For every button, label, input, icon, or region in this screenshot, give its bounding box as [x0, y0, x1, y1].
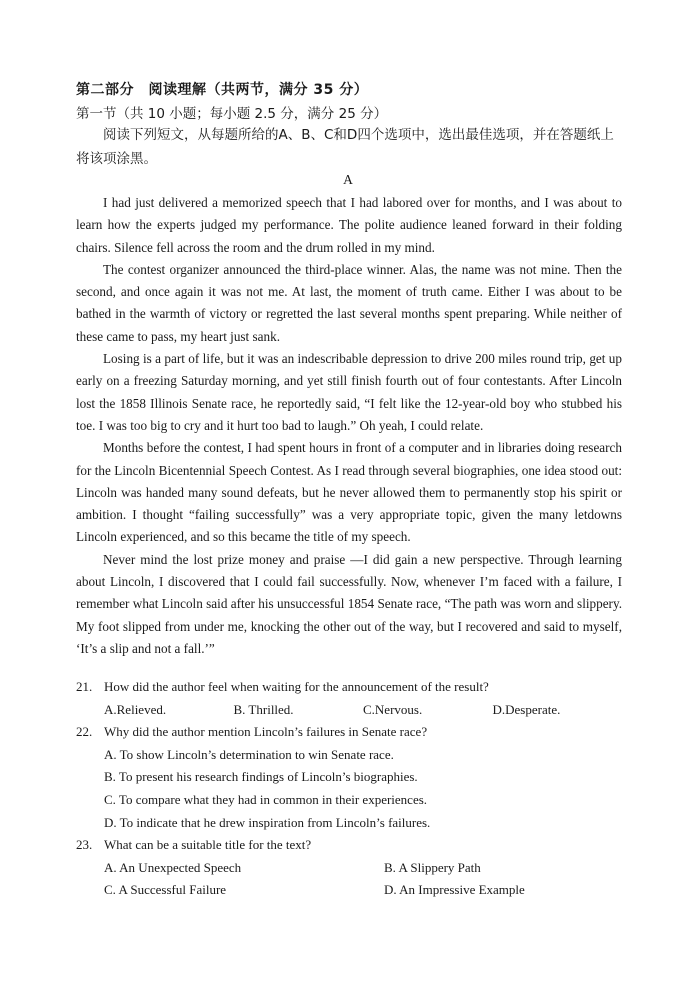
options-grid: [76, 857, 622, 902]
question-stem: How did the author feel when waiting for the announcement of the result?: [104, 679, 489, 694]
option-d: D. To indicate that he drew inspiration from Lincoln’s failures.: [104, 814, 431, 830]
question-23: [76, 834, 622, 857]
passage-paragraph: Months before the contest, I had spent hours in front of a computer and in libraries doing research for the Lincoln Bicentennial Speech Contest. As I read through several biographies, one idea stood out: Lincoln was handed many sound defeats, but he never allowed them to permanently stop his spirit or ambition. I thought “failing successfully” was a very appropriate topic, given the many letdowns Lincoln experienced, and so this became the title of my speech.: [76, 440, 622, 545]
question-stem: What can be a suitable title for the text?: [104, 837, 312, 853]
question-21: [76, 676, 622, 699]
option-a: A. To show Lincoln’s determination to win Senate race.: [104, 746, 394, 762]
option-d: D.Desperate.: [492, 701, 561, 717]
section-title: 第一节（共 10 小题；每小题 2.5 分，满分 25 分）: [76, 106, 388, 122]
option-a: A. An Unexpected Speech: [104, 859, 242, 875]
options-row: [76, 699, 622, 722]
passage-paragraph: Losing is a part of life, but it was an indescribable depression to drive 200 miles round trip, get up early on a freezing Saturday morning, and yet still finish fourth out of four contestants. After Lincoln lost the 1858 Illinois Senate race, he reportedly said, “I felt like the 12-year-old boy who stubbed his toe. I was too big to cry and it hurt too bad to laugh.” Oh yeah, I could relate.: [76, 351, 622, 433]
option-c: C. To compare what they had in common in their experiences.: [104, 791, 428, 807]
passage-paragraph: The contest organizer announced the third-place winner. Alas, the name was not mine. Then the second, and once again it was not me. At last, the moment of truth came. Either I was about to be bathed in the warmth of victory or regretted the last several months spent preparing. While neither of these came to pass, my heart just sank.: [76, 261, 622, 344]
passage-paragraph: I had just delivered a memorized speech that I had labored over for months, and I was about to learn how the experts judged my performance. The polite audience leaned forward in their folding chairs. Silence fell across the room and the drum rolled in my mind.: [76, 195, 622, 255]
option-c: C.Nervous.: [363, 701, 423, 717]
question-stem: Why did the author mention Lincoln’s failures in Senate race?: [104, 724, 428, 740]
question-number: 22.: [76, 724, 93, 740]
option-d: D. An Impressive Example: [384, 882, 525, 898]
option-c: C. A Successful Failure: [104, 882, 227, 898]
questions-section: [76, 676, 622, 902]
passage-body: [76, 192, 622, 660]
question-number: 23.: [76, 837, 93, 853]
passage-label: A: [343, 172, 353, 187]
option-b: B. Thrilled.: [233, 701, 294, 717]
option-b: B. A Slippery Path: [384, 859, 481, 875]
passage-paragraph: Never mind the lost prize money and praise —I did gain a new perspective. Through learning about Lincoln, I discovered that I could fail successfully. Now, whenever I’m faced with a failure, I remember what Lincoln said after his unsuccessful 1854 Senate race, “The path was worn and slippery. My foot slipped from under me, knocking the other out of the way, but I recovered and said to myself, ‘It’s a slip and not a fall.’”: [76, 551, 622, 656]
question-number: 21.: [76, 679, 93, 694]
option-a: A.Relieved.: [104, 701, 167, 717]
part-title: 第二部分 阅读理解（共两节，满分 35 分）: [76, 82, 369, 98]
instructions: 阅读下列短文，从每题所给的A、B、C和D四个选项中，选出最佳选项，并在答题纸上将该项涂黑。: [76, 127, 614, 167]
question-22: [76, 721, 622, 744]
option-b: B. To present his research findings of Lincoln’s biographies.: [104, 769, 418, 785]
